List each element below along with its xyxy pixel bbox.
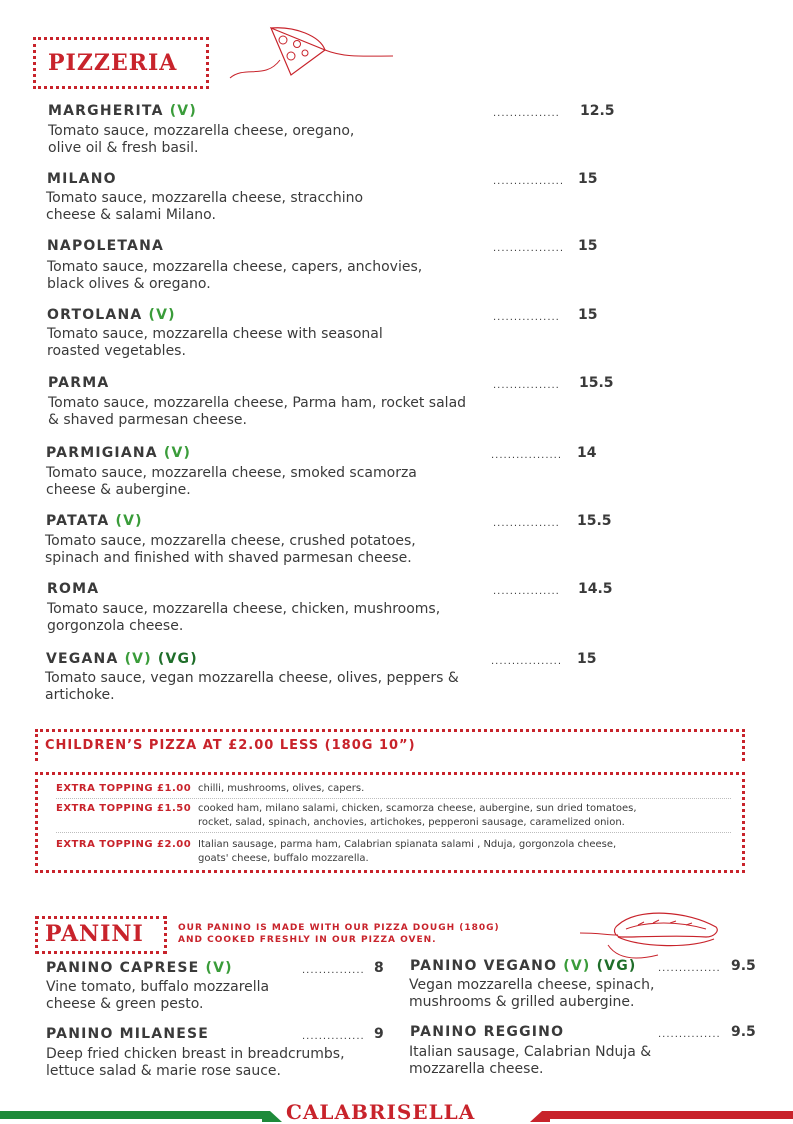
name-text: PANINO CAPRESE [46, 960, 200, 976]
item-name [46, 960, 233, 976]
price-leader: ................ [493, 380, 560, 391]
item-name [410, 958, 637, 974]
name-text: PATATA [46, 513, 110, 529]
item-name [46, 513, 143, 529]
name-text: PANINO REGGINO [410, 1024, 565, 1040]
item-description: Italian sausage, Calabrian Nduja & mozzarella cheese. [409, 1044, 652, 1077]
name-text: PANINO MILANESE [46, 1026, 210, 1042]
vegetarian-tag: (V) [205, 960, 233, 976]
price-leader: ................. [493, 243, 565, 254]
price-leader: ................ [493, 312, 560, 323]
item-price: 14.5 [578, 581, 613, 597]
vegetarian-tag: (V) [115, 513, 143, 529]
vegetarian-tag: (V) [148, 307, 176, 323]
topping-row [56, 838, 736, 864]
item-description: Tomato sauce, mozzarella cheese with seasonal roasted vegetables. [47, 326, 383, 359]
vegetarian-tag: (V) [169, 103, 197, 119]
item-name [46, 1026, 209, 1042]
item-description: Tomato sauce, mozzarella cheese, crushed potatoes, spinach and finished with shaved parmesan cheese. [45, 533, 416, 566]
name-text: ROMA [47, 581, 100, 597]
pizza-slice-icon [225, 20, 395, 82]
price-leader: ............... [302, 965, 365, 976]
name-text: PARMIGIANA [46, 445, 158, 461]
item-name [46, 651, 198, 667]
pizzeria-title: PIZZERIA [48, 50, 178, 76]
item-price: 8 [374, 960, 384, 976]
item-price: 12.5 [580, 103, 615, 119]
item-price: 15 [577, 651, 597, 667]
vegan-tag: (VG) [157, 651, 198, 667]
footer-brand: CALABRISELLA [286, 1100, 476, 1124]
footer-red-bar [548, 1111, 793, 1119]
name-text: VEGANA [46, 651, 119, 667]
price-leader: ................. [491, 656, 563, 667]
item-price: 9.5 [731, 958, 756, 974]
vegetarian-tag: (V) [563, 958, 591, 974]
item-name [46, 445, 191, 461]
children-label: CHILDREN’S PIZZA [45, 738, 198, 753]
item-name [47, 581, 99, 597]
topping-row [56, 802, 736, 828]
price-leader: ................ [493, 586, 560, 597]
item-price: 9 [374, 1026, 384, 1042]
name-text: MILANO [47, 171, 117, 187]
item-description: Tomato sauce, mozzarella cheese, oregano, olive oil & fresh basil. [48, 123, 355, 156]
topping-label: EXTRA TOPPING £1.50 [56, 803, 192, 814]
divider [56, 832, 731, 833]
item-description: Tomato sauce, mozzarella cheese, smoked scamorza cheese & aubergine. [46, 465, 417, 498]
panini-title: PANINI [45, 921, 144, 947]
item-name [48, 103, 197, 119]
item-name [47, 307, 176, 323]
name-text: PARMA [48, 375, 110, 391]
footer-green-bar [0, 1111, 270, 1119]
item-description: Vine tomato, buffalo mozzarella cheese & green pesto. [46, 979, 270, 1012]
vegetarian-tag: (V) [124, 651, 152, 667]
vegetarian-tag: (V) [163, 445, 192, 461]
name-text: NAPOLETANA [47, 238, 165, 254]
price-leader: ............... [658, 1029, 721, 1040]
price-leader: ................. [491, 450, 563, 461]
item-description: Tomato sauce, mozzarella cheese, Parma ham, rocket salad & shaved parmesan cheese. [48, 395, 467, 428]
footer-red-edge [530, 1105, 550, 1122]
panino-sandwich-icon [578, 905, 728, 965]
children-rest: £2.00 LESS (180G 10”) [228, 738, 416, 753]
name-text: MARGHERITA [48, 103, 164, 119]
item-name [48, 375, 109, 391]
topping-label: EXTRA TOPPING £2.00 [56, 839, 192, 850]
item-price: 15 [578, 171, 598, 187]
vegan-tag: (VG) [596, 958, 637, 974]
price-leader: ................ [493, 518, 560, 529]
item-price: 15.5 [577, 513, 612, 529]
footer-green-edge [262, 1105, 282, 1122]
item-price: 14 [577, 445, 597, 461]
price-leader: ............... [302, 1031, 365, 1042]
item-price: 15 [578, 307, 598, 323]
item-name [47, 171, 117, 187]
children-mid: AT [197, 738, 229, 753]
item-description: Tomato sauce, vegan mozzarella cheese, olives, peppers & artichoke. [45, 670, 459, 703]
item-price: 15 [578, 238, 598, 254]
price-leader: ................. [493, 176, 565, 187]
topping-value: Italian sausage, parma ham, Calabrian spianata salami , Nduja, gorgonzola cheese, goats' cheese, buffalo mozzarella. [198, 839, 617, 864]
item-name [47, 238, 164, 254]
item-description: Vegan mozzarella cheese, spinach, mushrooms & grilled aubergine. [409, 977, 655, 1010]
panini-note [178, 922, 500, 946]
item-description: Tomato sauce, mozzarella cheese, capers, anchovies, black olives & oregano. [47, 259, 423, 292]
item-description: Tomato sauce, mozzarella cheese, chicken, mushrooms, gorgonzola cheese. [47, 601, 441, 634]
panini-note-line: AND COOKED FRESHLY IN OUR PIZZA OVEN. [178, 935, 437, 945]
price-leader: ............... [658, 963, 721, 974]
name-text: PANINO VEGANO [410, 958, 558, 974]
item-price: 9.5 [731, 1024, 756, 1040]
topping-label: EXTRA TOPPING £1.00 [56, 783, 192, 794]
price-leader: ................ [493, 108, 560, 119]
divider [56, 798, 731, 799]
topping-value: cooked ham, milano salami, chicken, scamorza cheese, aubergine, sun dried tomatoes, rocket, salad, spinach, anchovies, artichokes, pepperoni sausage, caramelized onion. [198, 803, 637, 828]
item-name [410, 1024, 564, 1040]
name-text: ORTOLANA [47, 307, 143, 323]
topping-row [56, 782, 736, 796]
topping-value: chilli, mushrooms, olives, capers. [198, 783, 365, 794]
item-description: Tomato sauce, mozzarella cheese, stracchino cheese & salami Milano. [46, 190, 364, 223]
item-price: 15.5 [579, 375, 614, 391]
children-pizza-note [45, 738, 416, 753]
item-description: Deep fried chicken breast in breadcrumbs, lettuce salad & marie rose sauce. [46, 1046, 345, 1079]
panini-note-line: OUR PANINO IS MADE WITH OUR PIZZA DOUGH (180G) [178, 923, 500, 933]
